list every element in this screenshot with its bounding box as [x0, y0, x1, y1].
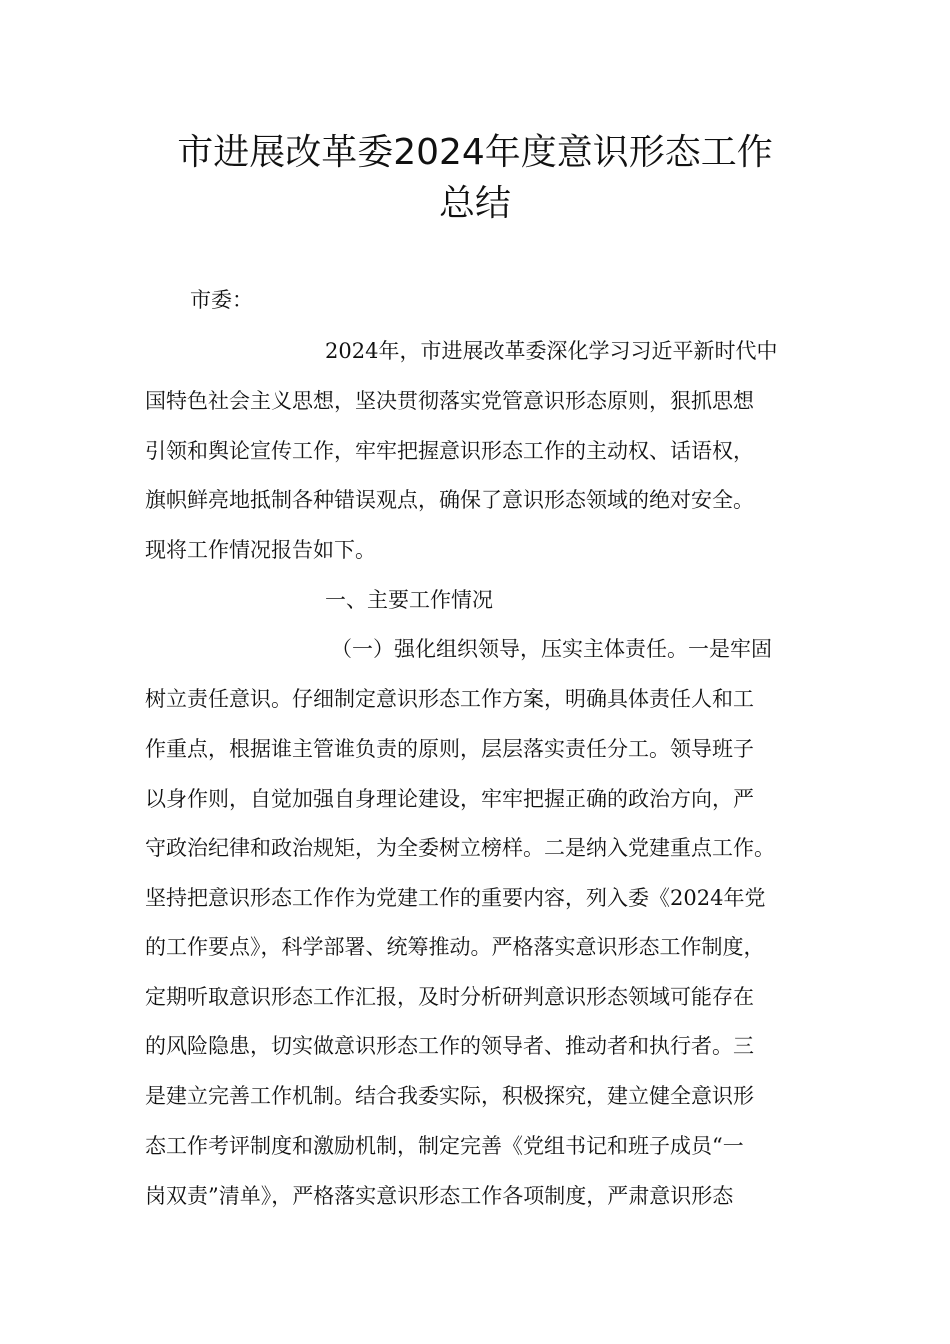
paragraph-line: 岗双责”清单》，严格落实意识形态工作各项制度，严肃意识形态	[145, 1184, 734, 1208]
paragraph-line: 树立责任意识。仔细制定意识形态工作方案，明确具体责任人和工	[145, 687, 754, 711]
paragraph-line: 以身作则，自觉加强自身理论建设，牢牢把握正确的政治方向，严	[145, 787, 754, 811]
paragraph-line: 国特色社会主义思想，坚决贯彻落实党管意识形态原则，狠抓思想	[145, 389, 754, 413]
paragraph-line: 守政治纪律和政治规矩，为全委树立榜样。二是纳入党建重点工作。	[145, 836, 775, 860]
paragraph-line: 态工作考评制度和激励机制，制定完善《党组书记和班子成员“一	[145, 1134, 744, 1158]
salutation: 市委：	[190, 288, 253, 312]
paragraph-line: 的风险隐患，切实做意识形态工作的领导者、推动者和执行者。三	[145, 1034, 754, 1058]
paragraph-line: 是建立完善工作机制。结合我委实际，积极探究，建立健全意识形	[145, 1084, 754, 1108]
paragraph-line: 引领和舆论宣传工作，牢牢把握意识形态工作的主动权、话语权，	[145, 439, 754, 463]
paragraph-line: 现将工作情况报告如下。	[145, 538, 376, 562]
document-title-line-2: 总结	[438, 183, 511, 224]
paragraph-line: 坚持把意识形态工作作为党建工作的重要内容，列入委《2024年党	[145, 886, 766, 910]
paragraph-line: 的工作要点》，科学部署、统筹推动。严格落实意识形态工作制度，	[145, 935, 765, 959]
paragraph-line: （一）强化组织领导，压实主体责任。一是牢固	[331, 637, 772, 661]
paragraph-line: 旗帜鲜亮地抵制各种错误观点，确保了意识形态领域的绝对安全。	[145, 488, 754, 512]
paragraph-line: 2024年，市进展改革委深化学习习近平新时代中	[325, 339, 778, 363]
paragraph-line: 定期听取意识形态工作汇报，及时分析研判意识形态领域可能存在	[145, 985, 754, 1009]
paragraph-line: 作重点，根据谁主管谁负责的原则，层层落实责任分工。领导班子	[145, 737, 754, 761]
document-title-line-1: 市进展改革委2024年度意识形态工作	[177, 132, 773, 173]
section-heading: 一、主要工作情况	[325, 588, 493, 612]
